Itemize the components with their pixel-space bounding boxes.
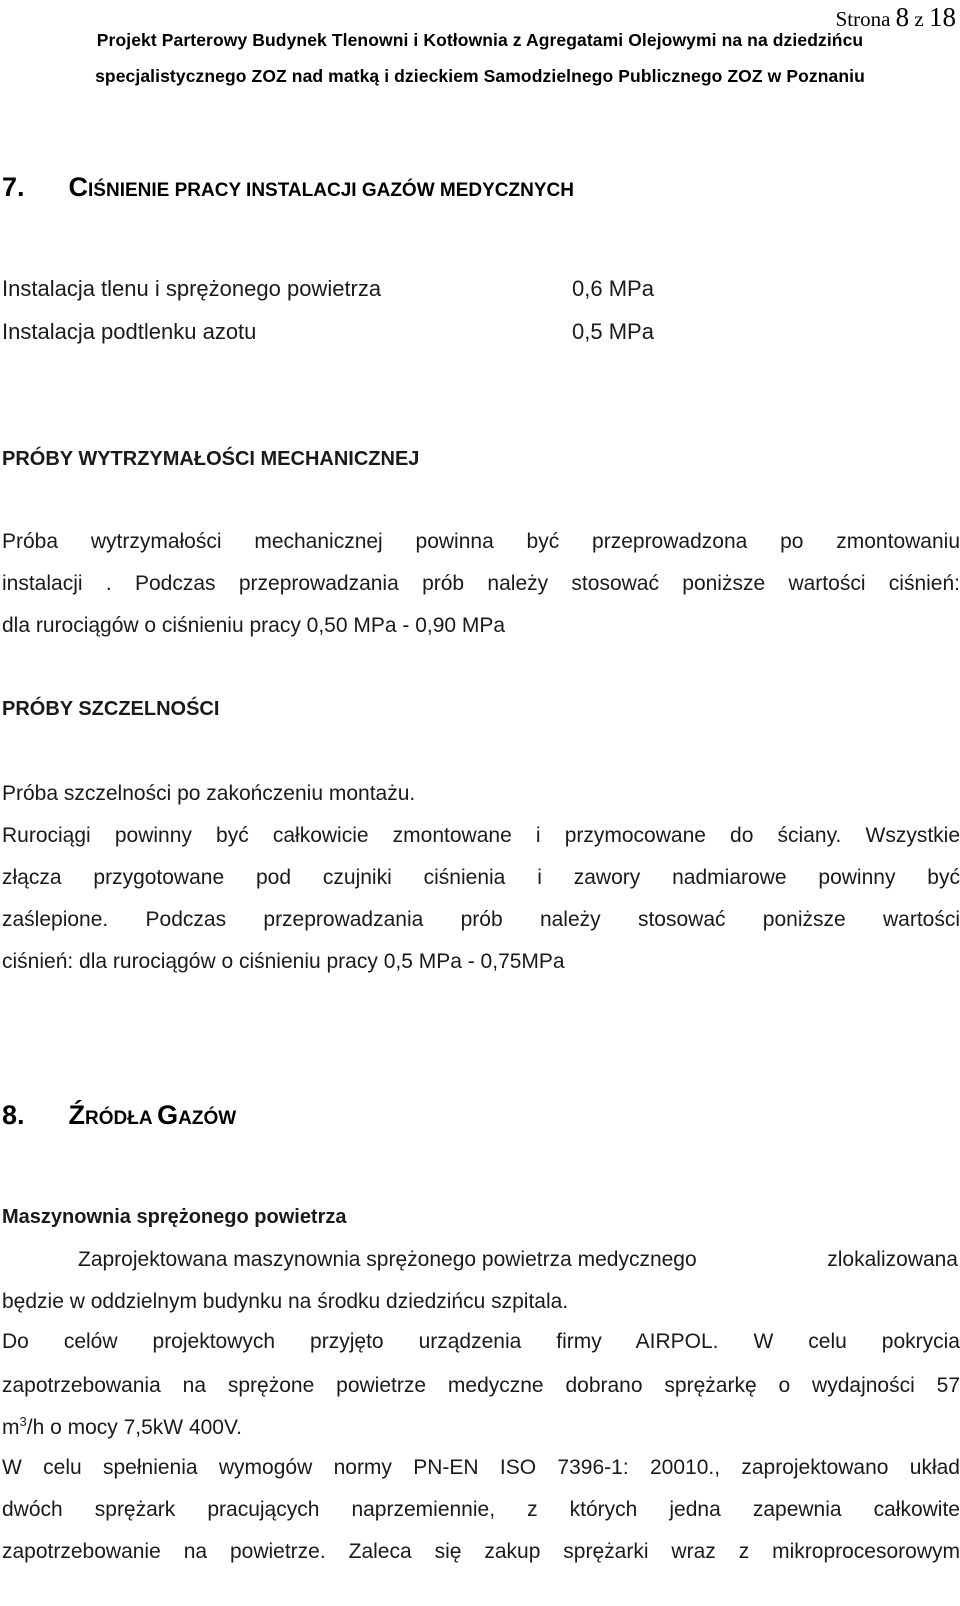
page-number-label: Strona (835, 7, 891, 31)
unit-superscript: 3 (19, 1414, 27, 1429)
page-number-current: 8 (895, 2, 910, 32)
mech-test-line: instalacji . Podczas przeprowadzania prób należy stosować poniższe wartości ciśnień: (2, 572, 960, 595)
page-number-total: 18 (929, 2, 956, 32)
compressor-room-line (2, 1414, 242, 1440)
section-8-heading (2, 1100, 236, 1131)
mech-test-line: dla rurociągów o ciśnieniu pracy 0,50 MPa - 0,90 MPa (2, 614, 506, 637)
header-project-line-2: specjalistycznego ZOZ nad matką i dzieckiem Samodzielnego Publicznego ZOZ w Poznaniu (95, 66, 865, 86)
header-project-line-1: Projekt Parterowy Budynek Tlenowni i Kotłownia z Agregatami Olejowymi na na dziedzińcu (96, 30, 864, 50)
compressor-room-line: Do celów projektowych przyjęto urządzenia firmy AIRPOL. W celu pokrycia (2, 1330, 960, 1353)
compressor-room-line: zapotrzebowania na sprężone powietrze medyczne dobrano sprężarkę o wydajności 57 (2, 1374, 960, 1397)
tightness-test-line: zaślepione. Podczas przeprowadzania prób należy stosować poniższe wartości (2, 908, 960, 931)
section-7-number: 7. (2, 172, 25, 202)
tightness-test-line: Próba szczelności po zakończeniu montażu. (2, 782, 416, 805)
tightness-test-line: złącza przygotowane pod czujniki ciśnienia i zawory nadmiarowe powinny być (2, 866, 960, 889)
section-7-title-initial: C (68, 172, 89, 202)
tightness-test-heading: PRÓBY SZCZELNOŚCI (2, 698, 220, 720)
unit-rest: /h o mocy 7,5kW 400V. (26, 1416, 242, 1439)
mech-test-line: Próba wytrzymałości mechanicznej powinna być przeprowadzona po zmontowaniu (2, 530, 960, 553)
page-number (836, 2, 956, 33)
pressure-row-label: Instalacja podtlenku azotu (2, 319, 257, 344)
compressor-room-line: dwóch sprężark pracujących naprzemiennie, z których jedna zapewnia całkowite (2, 1498, 960, 1521)
section-7-title: IŚNIENIE PRACY INSTALACJI GAZÓW MEDYCZNYCH (88, 180, 574, 201)
section-8-number: 8. (2, 1100, 25, 1130)
tightness-test-line: Rurociągi powinny być całkowicie zmontowane i przymocowane do ściany. Wszystkie (2, 824, 960, 847)
section-8-title-part: RÓDŁA (85, 1108, 158, 1129)
compressor-room-line-end: zlokalizowana (827, 1248, 958, 1271)
compressor-room-line: W celu spełnienia wymogów normy PN-EN ISO 7396-1: 20010., zaprojektowano układ (2, 1456, 960, 1479)
pressure-row-value: 0,5 MPa (572, 319, 654, 344)
pressure-row-value: 0,6 MPa (572, 276, 654, 301)
compressor-room-line: zapotrzebowanie na powietrze. Zaleca się zakup sprężarki wraz z mikroprocesorowym (2, 1540, 960, 1563)
tightness-test-line: ciśnień: dla rurociągów o ciśnieniu pracy 0,5 MPa - 0,75MPa (2, 950, 565, 973)
mech-test-heading: PRÓBY WYTRZYMAŁOŚCI MECHANICZNEJ (2, 448, 420, 470)
unit-base: m (2, 1416, 20, 1439)
compressor-room-line: będzie w oddzielnym budynku na środku dziedzińcu szpitala. (2, 1290, 569, 1313)
compressor-room-heading: Maszynownia sprężonego powietrza (2, 1206, 347, 1228)
page-number-of: z (914, 7, 924, 31)
section-8-title-initial: G (157, 1100, 179, 1130)
pressure-row-label: Instalacja tlenu i sprężonego powietrza (2, 276, 382, 301)
section-8-title-part: AZÓW (178, 1108, 237, 1129)
section-7-heading (2, 172, 574, 203)
compressor-room-line: Zaprojektowana maszynownia sprężonego powietrza medycznego (78, 1248, 697, 1271)
section-8-title-initial: Ź (68, 1100, 86, 1130)
